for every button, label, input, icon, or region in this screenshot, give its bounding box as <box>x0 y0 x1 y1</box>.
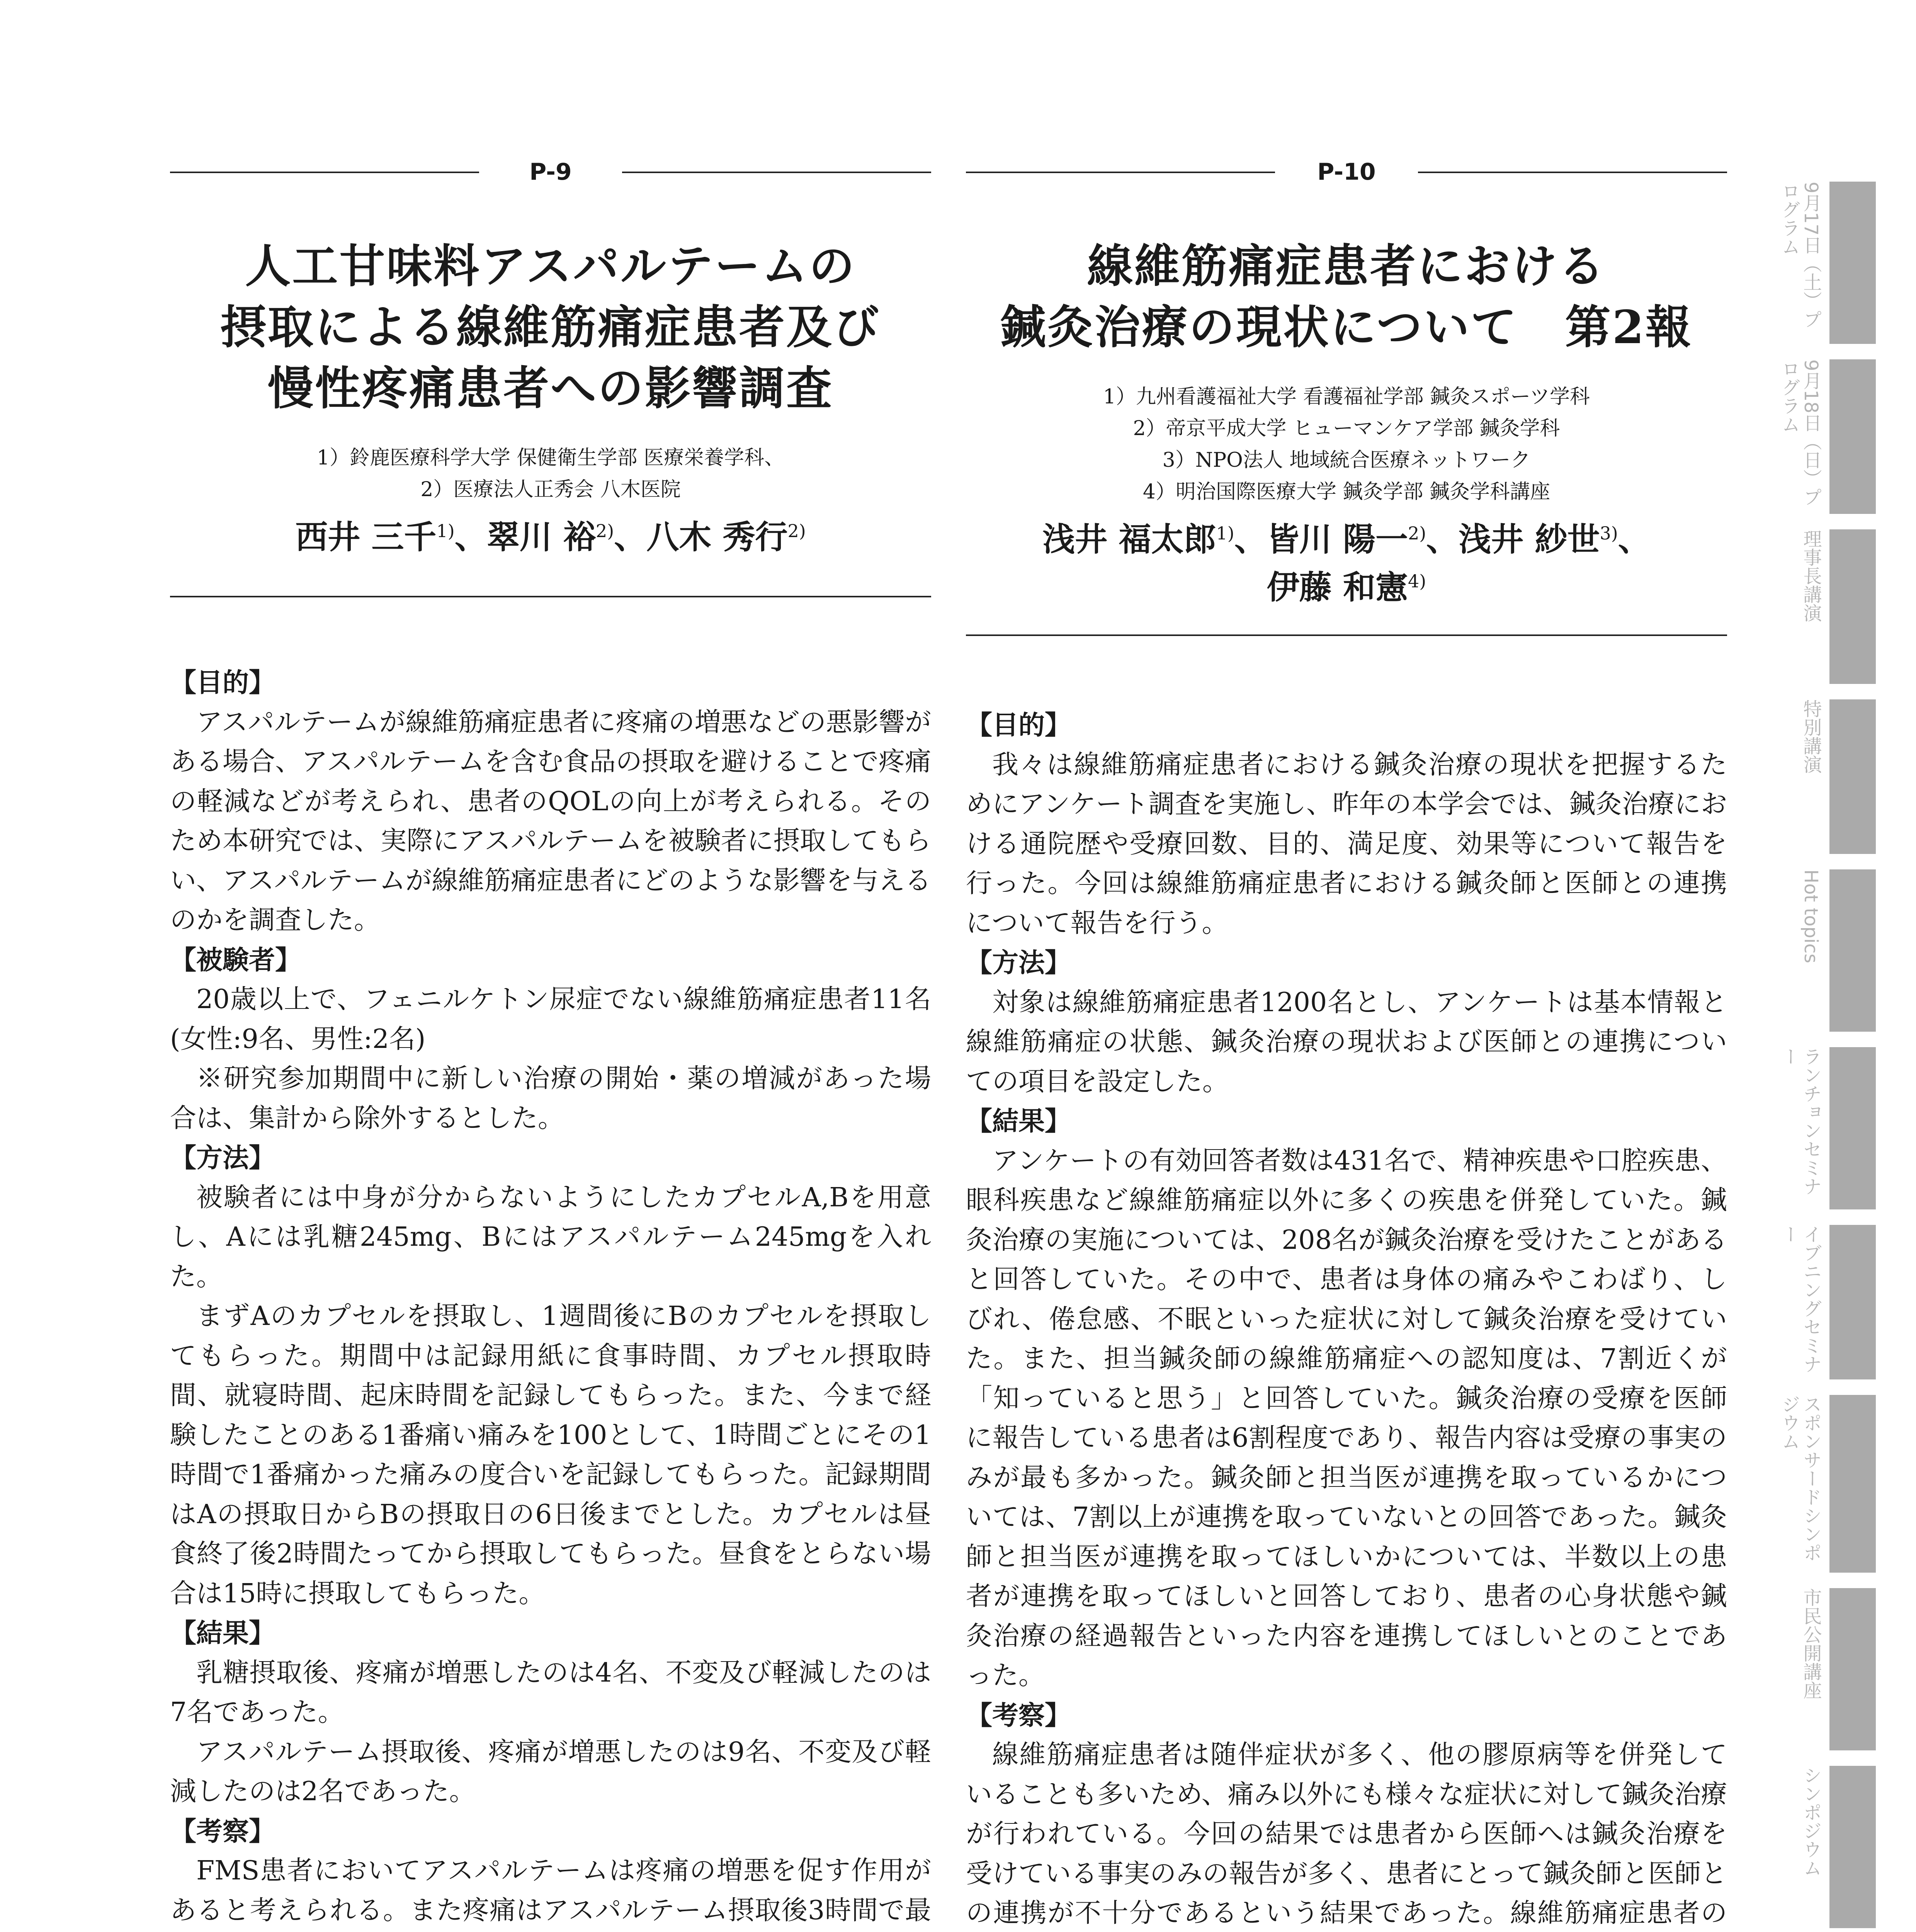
author-affiliation-mark: 3) <box>1600 523 1618 544</box>
section-paragraph: アスパルテームが線維筋痛症患者に疼痛の増悪などの悪影響がある場合、アスパルテームを含む食品の摂取を避けることで疼痛の軽減などが考えられ、患者のQOLの向上が考えられる。そのため本研究では、実際にアスパルテームを被験者に摂取してもらい、アスパルテームが線維筋痛症患者にどのような影響を与えるのかを調査した。 <box>170 707 931 935</box>
index-tab-sponsored-symposium[interactable] <box>1778 1395 1876 1573</box>
author-affiliation-mark: 4) <box>1408 571 1426 592</box>
poster-header <box>966 151 1727 193</box>
affiliation-line: 2）医療法人正秀会 八木医院 <box>420 478 681 501</box>
index-tab-symposium[interactable] <box>1800 1766 1876 1928</box>
header-rule-right <box>622 172 931 173</box>
section-paragraph: 20歳以上で、フェニルケトン尿症でない線維筋痛症患者11名(女性:9名、男性:2名) <box>170 984 931 1054</box>
affiliation-line: 3）NPO法人 地域統合医療ネットワーク <box>1162 449 1531 472</box>
index-tab-chairman-lecture[interactable] <box>1800 529 1876 684</box>
index-tab-label: スポンサードシンポジウム <box>1778 1395 1822 1562</box>
author-name: 浅井 福太郎 <box>1042 520 1216 558</box>
index-tab-luncheon-seminar[interactable] <box>1778 1047 1876 1209</box>
section-paragraph: アスパルテーム摂取後、疼痛が増悪したのは9名、不変及び軽減したのは2名であった。 <box>170 1736 931 1807</box>
title-line: 鍼灸治療の現状について 第2報 <box>1000 300 1693 354</box>
title-line: 摂取による線維筋痛症患者及び <box>220 300 881 354</box>
author-name: 西井 三千 <box>295 518 437 556</box>
author-separator: 、 <box>454 518 487 556</box>
abstract-title <box>170 236 931 419</box>
section-heading: 【方法】 <box>170 1143 275 1173</box>
section-paragraph: 我々は線維筋痛症患者における鍼灸治療の現状を把握するためにアンケート調査を実施し、昨年の本学会では、鍼灸治療における通院歴や受療回数、目的、満足度、効果等について報告を行った。今回は線維筋痛症患者における鍼灸師と医師との連携について報告を行う。 <box>966 749 1727 939</box>
title-separator-rule <box>170 596 931 597</box>
section-heading: 【目的】 <box>170 667 275 698</box>
abstract-p9 <box>170 151 931 1932</box>
index-tab-label: Hot topics <box>1800 869 1822 963</box>
affiliations <box>170 442 931 505</box>
affiliation-line: 2）帝京平成大学 ヒューマンケア学部 鍼灸学科 <box>1133 417 1560 440</box>
section-heading: 【結果】 <box>170 1618 275 1649</box>
abstract-title <box>966 236 1727 358</box>
title-line: 線維筋痛症患者における <box>1087 239 1606 293</box>
index-tab-special-lecture[interactable] <box>1800 699 1876 854</box>
author-name: 翠川 裕 <box>487 518 596 556</box>
affiliation-line: 1）九州看護福祉大学 看護福祉学部 鍼灸スポーツ学科 <box>1103 385 1590 408</box>
abstract-p10 <box>966 151 1727 1932</box>
poster-header <box>170 151 931 193</box>
section-heading: 【方法】 <box>966 947 1071 978</box>
author-separator: 、 <box>1426 520 1459 558</box>
index-tab-label: 9月18日（日）プログラム <box>1778 359 1822 506</box>
author-name: 皆川 陽一 <box>1267 520 1408 558</box>
author-name: 伊藤 和憲 <box>1267 568 1408 606</box>
index-tab-label: イブニングセミナー <box>1778 1225 1822 1373</box>
author-affiliation-mark: 2) <box>1408 523 1426 544</box>
author-list <box>170 513 931 561</box>
author-separator: 、 <box>1234 520 1267 558</box>
index-tab-evening-seminar[interactable] <box>1778 1225 1876 1379</box>
index-tab-hot-topics[interactable] <box>1800 869 1876 1032</box>
author-list <box>966 515 1727 611</box>
section-paragraph: 対象は線維筋痛症患者1200名とし、アンケートは基本情報と線維筋痛症の状態、鍼灸治療の現状および医師との連携についての項目を設定した。 <box>966 987 1727 1097</box>
author-name: 八木 秀行 <box>646 518 788 556</box>
author-affiliation-mark: 1) <box>436 520 455 541</box>
section-paragraph: 線維筋痛症患者は随伴症状が多く、他の膠原病等を併発していることも多いため、痛み以外にも様々な症状に対して鍼灸治療が行われている。今回の結果では患者から医師へは鍼灸治療を受けている事実のみの報告が多く、患者にとって鍼灸師と医師との連携が不十分であるという結果であった。線維筋痛症患者の <box>966 1740 1727 1929</box>
affiliation-line: 1）鈴鹿医療科学大学 保健衛生学部 医療栄養学科、 <box>316 446 785 469</box>
author-name: 浅井 紗世 <box>1459 520 1600 558</box>
header-rule-right <box>1418 172 1727 173</box>
section-paragraph: 乳糖摂取後、疼痛が増悪したのは4名、不変及び軽減したのは7名であった。 <box>170 1657 931 1728</box>
affiliations <box>966 381 1727 508</box>
title-line: 慢性疼痛患者への影響調査 <box>267 361 833 415</box>
index-tab-label: 特別講演 <box>1800 699 1822 774</box>
title-line: 人工甘味料アスパルテームの <box>245 239 856 293</box>
poster-code: P-10 <box>1317 158 1376 185</box>
index-tab-label: 市民公開講座 <box>1800 1588 1822 1699</box>
section-paragraph: ※研究参加期間中に新しい治療の開始・薬の増減があった場合は、集計から除外するとした。 <box>170 1063 931 1134</box>
index-tab-program-day1[interactable] <box>1778 182 1876 344</box>
index-tab-label: ランチョンセミナー <box>1778 1047 1822 1196</box>
abstract-body <box>966 706 1727 1932</box>
author-affiliation-mark: 1) <box>1216 523 1234 544</box>
index-tab-public-lecture[interactable] <box>1800 1588 1876 1750</box>
affiliation-line: 4）明治国際医療大学 鍼灸学部 鍼灸学科講座 <box>1142 480 1550 503</box>
author-separator: 、 <box>614 518 647 556</box>
section-heading: 【考察】 <box>966 1700 1071 1731</box>
section-heading: 【目的】 <box>966 710 1071 741</box>
section-heading: 【結果】 <box>966 1106 1071 1137</box>
index-tab-label: 理事長講演 <box>1800 529 1822 622</box>
title-separator-rule <box>966 634 1727 636</box>
index-tab-program-day2[interactable] <box>1778 359 1876 514</box>
section-paragraph: 被験者には中身が分からないようにしたカプセルA,Bを用意し、Aには乳糖245mg、Bにはアスパルテーム245mgを入れた。 <box>170 1182 931 1292</box>
author-separator: 、 <box>1618 520 1651 558</box>
author-affiliation-mark: 2) <box>596 520 614 541</box>
section-paragraph: FMS患者においてアスパルテームは疼痛の増悪を促す作用があると考えられる。また疼痛はアスパルテーム摂取後3時間で最 <box>170 1855 931 1926</box>
section-paragraph: アンケートの有効回答者数は431名で、精神疾患や口腔疾患、眼科疾患など線維筋痛症以外に多くの疾患を併発していた。鍼灸治療の実施については、208名が鍼灸治療を受けたことがあると回答していた。その中で、患者は身体の痛みやこわばり、しびれ、倦怠感、不眠といった症状に対して鍼灸治療を受けていた。また、担当鍼灸師の線維筋痛症への認知度は、7割近くが「知っていると思う」と回答していた。鍼灸治療の受療を医師に報告している患者は6割程度であり、報告内容は受療の事実のみが最も多かった。鍼灸師と担当医が連携を取っているかについては、7割以上が連携を取っていないとの回答であった。鍼灸師と担当医が連携を取ってほしいかについては、半数以上の患者が連携を取ってほしいと回答しており、患者の心身状態や鍼灸治療の経過報告といった内容を連携してほしいとのことであった。 <box>966 1145 1727 1691</box>
section-paragraph: まずAのカプセルを摂取し、1週間後にBのカプセルを摂取してもらった。期間中は記録用紙に食事時間、カプセル摂取時間、就寝時間、起床時間を記録してもらった。また、今まで経験したことのある1番痛い痛みを100として、1時間ごとにその1時間で1番痛かった痛みの度合いを記録してもらった。記録期間はAの摂取日からBの摂取日の6日後までとした。カプセルは昼食終了後2時間たってから摂取してもらった。昼食をとらない場合は15時に摂取してもらった。 <box>170 1301 932 1609</box>
section-heading: 【考察】 <box>170 1816 275 1847</box>
index-tab-label: シンポジウム <box>1800 1766 1822 1877</box>
author-affiliation-mark: 2) <box>787 520 806 541</box>
abstract-body <box>170 663 931 1932</box>
index-tab-label: 9月17日（土）プログラム <box>1778 182 1822 328</box>
poster-code: P-9 <box>529 158 572 185</box>
section-heading: 【被験者】 <box>170 944 302 976</box>
